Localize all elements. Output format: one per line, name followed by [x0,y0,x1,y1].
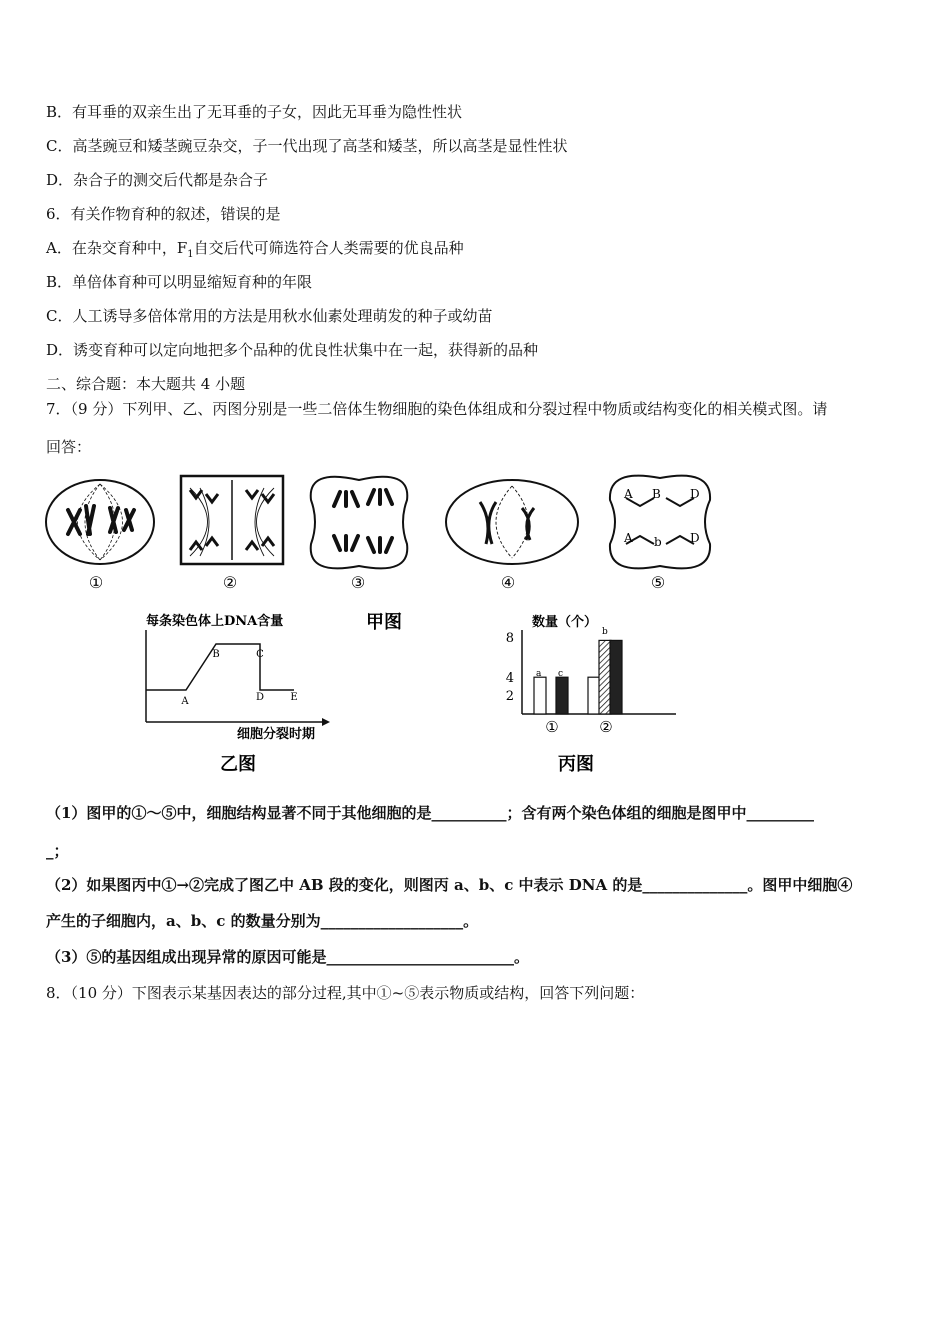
cell-5-label: ⑤ [650,573,666,592]
bar-label-b: b [602,627,608,637]
yi-point-label: A [181,696,189,707]
cell-5 [610,476,710,569]
bar-a-group-2 [588,677,600,714]
question-7-figure [40,470,920,790]
yi-series-line [146,644,294,690]
gene-label: D [690,531,700,545]
cell-4-label: ④ [500,573,516,592]
yi-caption: 乙图 [220,754,256,775]
bing-caption: 丙图 [558,754,594,775]
bing-tick: 4 [505,671,514,686]
bing-group-label: ② [599,718,613,736]
yi-point-label: B [212,649,220,660]
yi-xlabel: 细胞分裂时期 [236,727,316,742]
cell-3 [311,477,408,569]
bar-b-group-2 [599,640,611,714]
bar-label-a: a [536,669,542,679]
option-a-q6: A．在杂交育种中，$F_1$自交后代可筛选符合人类需要的优良品种 [46,239,464,260]
section-heading: 二、综合题：本大题共 4 小题 [46,375,246,393]
option-c-q5: C．高茎豌豆和矮茎豌豆杂交，子一代出现了高茎和矮茎，所以高茎是显性性状 [46,137,568,155]
gene-label: D [690,487,700,501]
jia-caption: 甲图 [366,612,402,633]
cell-2 [181,476,283,564]
gene-label: B [652,487,661,501]
gene-label: A [624,487,633,501]
gene-label: A [624,531,633,545]
bar-a-group-1 [534,677,546,714]
option-c-q6: C．人工诱导多倍体常用的方法是用秋水仙素处理萌发的种子或幼苗 [46,307,493,325]
yi-point-label: D [255,692,265,703]
cell-3-label: ③ [350,573,366,592]
yi-point-label: E [290,692,298,703]
q7-part2-cont: 产生的子细胞内，a、b、c 的数量分别为___________________。 [46,912,479,930]
bing-chart [506,614,676,775]
bar-label-c: c [558,669,564,679]
cell-4 [446,480,578,564]
bing-group-label: ① [545,718,559,736]
bing-ylabel: 数量（个） [532,615,598,630]
cell-1-label: ① [88,573,104,592]
gene-label: b [654,535,662,549]
q7-part1-cont: _； [46,842,69,860]
yi-chart [146,613,330,775]
bing-tick: 8 [505,631,514,646]
q7-part2: （2）如果图丙中①→②完成了图乙中 AB 段的变化，则图丙 a、b、c 中表示 DNA 的是______________。图甲中细胞④ [46,876,853,894]
option-d-q5: D．杂合子的测交后代都是杂合子 [46,171,269,189]
question-6-stem: 6．有关作物育种的叙述，错误的是 [46,205,281,223]
question-8-stem: 8．（10 分）下图表示某基因表达的部分过程,其中①~⑤表示物质或结构，回答下列问题： [46,984,645,1002]
yi-point-label: C [256,649,264,660]
option-b-q5: B．有耳垂的双亲生出了无耳垂的子女，因此无耳垂为隐性性状 [46,103,463,121]
yi-ylabel: 每条染色体上DNA含量 [146,614,284,629]
bar-c-group-1 [556,677,568,714]
q7-part3: （3）⑤的基因组成出现异常的原因可能是_________________________。 [46,948,529,966]
figure-svg [40,470,920,790]
question-7-stem-cont: 回答： [46,438,92,456]
cell-1 [46,480,154,564]
bar-c-group-2 [610,640,622,714]
option-d-q6: D．诱变育种可以定向地把多个品种的优良性状集中在一起，获得新的品种 [46,341,539,359]
cell-2-label: ② [222,573,238,592]
question-7-stem: 7．（9 分）下列甲、乙、丙图分别是一些二倍体生物细胞的染色体组成和分裂过程中物质或结构变化的相关模式图。请 [46,400,828,418]
q7-part1: （1）图甲的①～⑤中，细胞结构显著不同于其他细胞的是__________；含有两个染色体组的细胞是图甲中_________ [46,804,814,822]
bing-tick: 2 [505,689,514,704]
option-b-q6: B．单倍体育种可以明显缩短育种的年限 [46,273,313,291]
